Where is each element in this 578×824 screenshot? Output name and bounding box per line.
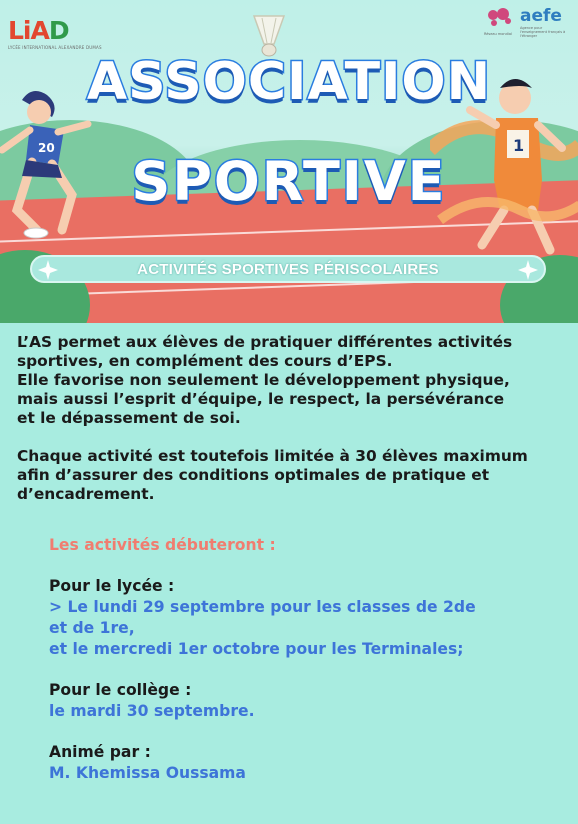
anime-label: Animé par :	[49, 743, 151, 761]
liad-logo: LiAD LYCÉE INTERNATIONAL ALEXANDRE DUMAS	[8, 16, 102, 50]
subtitle-pill	[30, 255, 546, 283]
anime-name: M. Khemissa Oussama	[49, 764, 246, 782]
svg-text:1: 1	[513, 136, 525, 155]
sparkle-icon	[518, 260, 538, 280]
lycee-date-line: et le mercredi 1er octobre pour les Terminales;	[49, 640, 464, 658]
college-date-line: le mardi 30 septembre.	[49, 702, 255, 720]
svg-text:20: 20	[38, 141, 55, 155]
title-line-2: SPORTIVE	[131, 150, 447, 213]
college-block	[49, 680, 578, 722]
header-banner	[0, 0, 578, 323]
title-line-1: ASSOCIATION	[86, 52, 492, 112]
schedule-heading: Les activités débuteront :	[49, 536, 276, 554]
intro-paragraph-2: Chaque activité est toutefois limitée à 30 élèves maximum afin d’assurer des conditions optimales de pratique et d’encadrement.	[17, 447, 528, 503]
college-label: Pour le collège :	[49, 681, 192, 699]
lycee-block	[49, 576, 578, 660]
aefe-logo: Réseau mondial aefe Agence pour l'enseignement français à l'étranger	[484, 6, 566, 38]
sparkle-icon	[38, 260, 58, 280]
lycee-date-line: et de 1re,	[49, 619, 135, 637]
lycee-label: Pour le lycée :	[49, 577, 175, 595]
schedule-section	[49, 535, 578, 804]
intro-text	[17, 333, 578, 504]
lycee-date-line: > Le lundi 29 septembre pour les classes de 2de	[49, 598, 476, 616]
anime-block	[49, 742, 578, 784]
intro-paragraph-1: L’AS permet aux élèves de pratiquer différentes activités sportives, en complément des cours d’EPS. Elle favorise non seulement le développement physique, mais aussi l’esprit d’équipe, le respect, la persévérance et le dépassement de soi.	[17, 333, 513, 427]
world-map-icon	[484, 6, 514, 28]
subtitle-label: ACTIVITÉS SPORTIVES PÉRISCOLAIRES	[137, 260, 439, 278]
